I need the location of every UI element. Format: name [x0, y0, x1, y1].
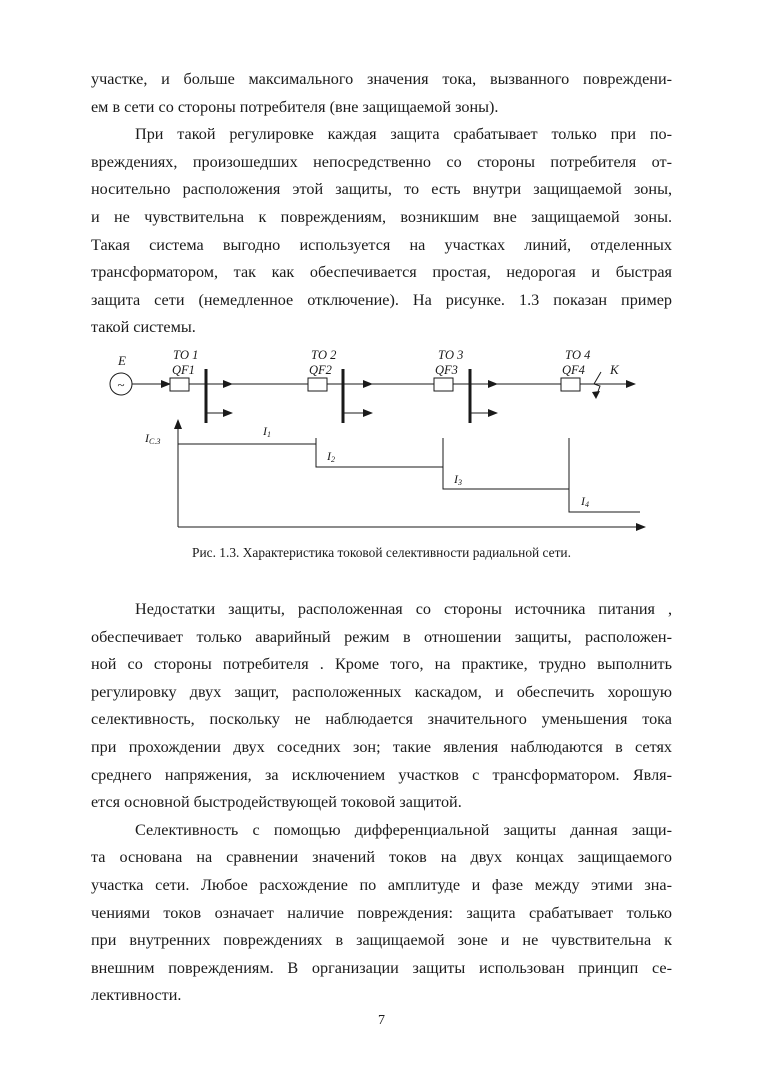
- breaker-qf3-icon: [434, 378, 453, 391]
- text-line: Такая система выгодно используется на участках линий, отделенных: [91, 235, 672, 254]
- current-label-i2: I2: [327, 449, 335, 464]
- text-line: при прохождении двух соседних зон; такие явления наблюдаются в сетях: [91, 737, 672, 756]
- text-line: среднего напряжения, за исключением участков с трансформатором. Явля-: [91, 765, 672, 784]
- text-line: носительно расположения этой защиты, то есть внутри защищаемой зоны,: [91, 180, 672, 199]
- top-text-block: [91, 66, 672, 342]
- qf2-label: QF2: [309, 363, 332, 377]
- to3-label: ТО 3: [438, 348, 464, 362]
- figure-caption: Рис. 1.3. Характеристика токовой селективности радиальной сети.: [192, 545, 571, 560]
- text-line: чениями токов означает наличие повреждения: защита срабатывает только: [91, 903, 672, 922]
- generator-symbol: ~: [117, 377, 125, 392]
- breaker-qf1-icon: [170, 378, 189, 391]
- text-line: ной со стороны потребителя . Кроме того, на практике, трудно выполнить: [91, 655, 672, 674]
- text-line: селективность, поскольку не наблюдается значительного уменьшения тока: [91, 710, 672, 729]
- page-number: 7: [378, 1013, 385, 1028]
- current-label-i3: I3: [454, 472, 462, 487]
- text-line: лективности.: [91, 986, 182, 1005]
- current-label-i4: I4: [581, 494, 589, 509]
- text-line: Селективность с помощью дифференциальной защиты данная защи-: [135, 820, 672, 839]
- to4-label: ТО 4: [565, 348, 591, 362]
- diagram-svg: [95, 340, 665, 540]
- step-characteristic: [178, 444, 640, 512]
- text-line: участке, и больше максимального значения тока, вызванного повреждени-: [91, 70, 672, 88]
- text-line: обеспечивает только аварийный режим в отношении защиты, расположен-: [91, 627, 672, 646]
- to1-label: ТО 1: [173, 348, 199, 362]
- qf4-label: QF4: [562, 363, 585, 377]
- text-line: и не чувствительна к повреждениям, возникшим вне защищаемой зоны.: [91, 207, 672, 226]
- text-line: трансформатором, так как обеспечивается простая, недорогая и быстрая: [91, 263, 672, 282]
- fault-arrowhead: [592, 391, 600, 399]
- breaker-qf2-icon: [308, 378, 327, 391]
- text-line: защита сети (немедленное отключение). На рисунке. 1.3 показан пример: [91, 290, 672, 309]
- text-line: вреждениях, произошедших непосредственно со стороны потребителя от-: [91, 152, 672, 171]
- text-line: регулировку двух защит, расположенных каскадом, и обеспечить хорошую: [91, 682, 672, 701]
- qf3-label: QF3: [435, 363, 458, 377]
- paragraph-3: [91, 596, 672, 817]
- paragraph-1: [91, 66, 672, 121]
- text-line: Недостатки защиты, расположенная со стороны источника питания ,: [135, 600, 672, 618]
- breaker-qf4-icon: [561, 378, 580, 391]
- text-line: та основана на сравнении значений токов на двух концах защищаемого: [91, 848, 672, 867]
- text-line: ем в сети со стороны потребителя (вне защищаемой зоны).: [91, 97, 499, 116]
- paragraph-4: [91, 817, 672, 1010]
- current-label-i1: I1: [263, 424, 271, 439]
- source-label: E: [118, 353, 126, 368]
- fault-label: K: [610, 362, 619, 377]
- text-line: при внутренних повреждениях в защищаемой зоне и не чувствительна к: [91, 931, 672, 950]
- qf1-label: QF1: [172, 363, 195, 377]
- paragraph-2: [91, 121, 672, 342]
- text-line: ется основной быстродействующей токовой защитой.: [91, 793, 462, 812]
- text-line: участка сети. Любое расхождение по амплитуде и фазе между этими зна-: [91, 875, 672, 894]
- text-line: такой системы.: [91, 318, 196, 337]
- figure-selectivity-diagram: [95, 340, 665, 540]
- bottom-text-block: [91, 596, 672, 1010]
- y-axis-label: IС.З: [145, 431, 161, 446]
- text-line: внешним повреждениям. В организации защиты использован принцип се-: [91, 958, 672, 977]
- text-line: При такой регулировке каждая защита срабатывает только при по-: [135, 125, 672, 144]
- to2-label: ТО 2: [311, 348, 337, 362]
